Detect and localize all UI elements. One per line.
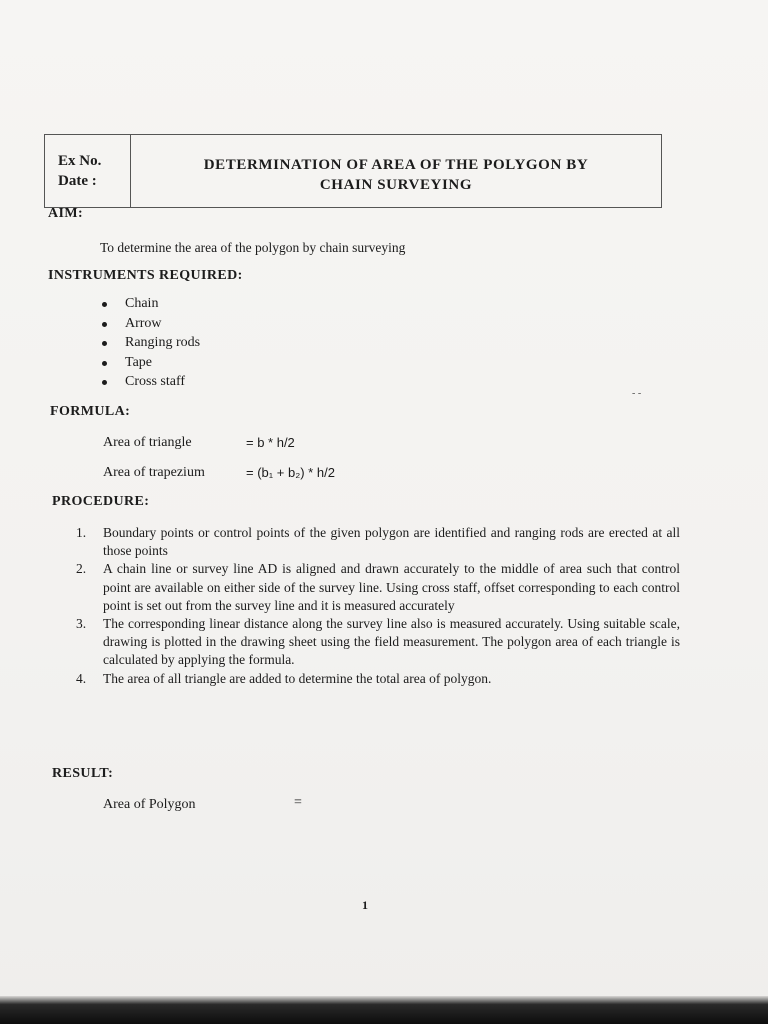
result-heading: RESULT: — [52, 766, 114, 781]
list-item: Chain — [100, 296, 200, 316]
step-text: Boundary points or control points of the given polygon are identified and ranging rods are erected at all those points — [103, 525, 680, 559]
procedure-list — [76, 524, 680, 688]
formula-name: Area of triangle — [103, 435, 192, 450]
scan-bottom-edge — [0, 996, 768, 1024]
step-number: 4. — [76, 670, 87, 686]
step-text: A chain line or survey line AD is aligned and drawn accurately to the middle of area such that control point are available on either side of the survey line. Using cross staff, offset corresponding to each control point is set out from the survey line and it is measured accurately — [103, 561, 680, 613]
instruments-heading: INSTRUMENTS REQUIRED: — [48, 268, 243, 283]
step-number: 2. — [76, 561, 87, 577]
exercise-info — [45, 135, 131, 207]
procedure-step — [76, 615, 680, 670]
formula-name: Area of trapezium — [103, 465, 205, 480]
list-item: Tape — [100, 355, 200, 375]
list-item: Arrow — [100, 316, 200, 336]
formula-row-triangle — [103, 435, 295, 451]
page-number: 1 — [362, 898, 368, 912]
instruments-list — [100, 296, 200, 394]
title-line-1: DETERMINATION OF AREA OF THE POLYGON BY — [203, 157, 589, 173]
list-item: Ranging rods — [100, 335, 200, 355]
step-number: 3. — [76, 616, 87, 632]
formula-expression: = b * h/2 — [246, 435, 295, 450]
result-name: Area of Polygon — [103, 797, 196, 812]
formula-expression: = (b₁ + b₂) * h/2 — [246, 465, 335, 480]
ex-no-label: Ex No. — [58, 153, 102, 169]
result-equals: = — [294, 795, 302, 810]
aim-heading: AIM: — [48, 206, 84, 221]
procedure-heading: PROCEDURE: — [52, 494, 150, 509]
header-box — [44, 134, 662, 208]
step-text: The area of all triangle are added to determine the total area of polygon. — [103, 670, 492, 686]
formula-row-trapezium — [103, 465, 335, 481]
list-item: Cross staff — [100, 374, 200, 394]
step-number: 1. — [76, 525, 87, 540]
procedure-step — [76, 670, 680, 688]
step-text: The corresponding linear distance along the survey line also is measured accurately. Using suitable scale, drawing is plotted in the drawing sheet using the field measurement. The polygon area of each triangle is calculated by applying the formula. — [103, 616, 680, 668]
procedure-step — [76, 560, 680, 615]
aim-text: To determine the area of the polygon by chain surveying — [100, 240, 406, 255]
date-label: Date : — [58, 173, 97, 189]
scan-specks: - - — [632, 388, 642, 399]
title-line-2: CHAIN SURVEYING — [319, 177, 473, 193]
formula-heading: FORMULA: — [50, 404, 131, 419]
page-title — [131, 135, 661, 207]
procedure-step — [76, 524, 680, 560]
